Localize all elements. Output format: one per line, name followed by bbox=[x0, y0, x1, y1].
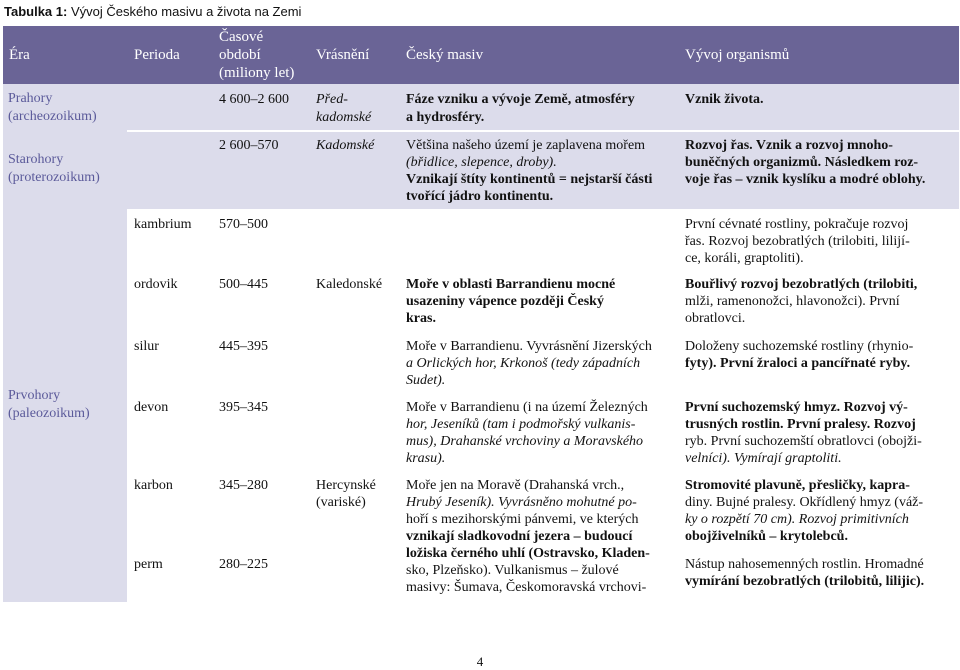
r2-massif-3: Vznikají štíty kontinentů = nejstarší části bbox=[406, 172, 653, 187]
header-massif: Český masiv bbox=[406, 47, 484, 63]
r8-time: 280–225 bbox=[219, 557, 268, 572]
header-era: Éra bbox=[9, 47, 30, 63]
era-prahory-1: Prahory bbox=[8, 91, 53, 106]
r6-life-2: trusných rostlin. První pralesy. Rozvoj bbox=[685, 417, 916, 432]
r4-life-3: obratlovci. bbox=[685, 311, 746, 326]
r5-massif-2: a Orlických hor, Krkonoš (tedy západních bbox=[406, 356, 641, 371]
era-starohory-2: (proterozoikum) bbox=[8, 170, 100, 185]
header-time-3: (miliony let) bbox=[219, 65, 295, 81]
r4-massif-1: Moře v oblasti Barrandienu mocné bbox=[406, 277, 616, 292]
r1-massif-1: Fáze vzniku a vývoje Země, atmosféry bbox=[406, 92, 635, 107]
r7-fold-2: (variské) bbox=[316, 495, 366, 510]
r1-life: Vznik života. bbox=[685, 92, 764, 107]
r6-massif-3: mus), Drahanské vrchoviny a Moravského bbox=[406, 434, 644, 449]
era-starohory-1: Starohory bbox=[8, 152, 64, 167]
header-life: Vývoj organismů bbox=[685, 47, 790, 63]
era-prahory-2: (archeozoikum) bbox=[8, 109, 97, 124]
header-folding: Vrásnění bbox=[316, 47, 370, 63]
r6-life-1: První suchozemský hmyz. Rozvoj vý- bbox=[685, 400, 908, 415]
r8-life-2: vymírání bezobratlých (trilobitů, lilijic). bbox=[685, 574, 925, 589]
page-number: 4 bbox=[476, 654, 484, 669]
r6-period: devon bbox=[134, 400, 169, 415]
r7-period: karbon bbox=[134, 478, 173, 493]
r6-massif-2: hor, Jeseníků (tam i podmořský vulkanis- bbox=[406, 417, 636, 432]
r2-massif-4: tvořící jádro kontinentu. bbox=[406, 189, 554, 204]
r2-fold: Kadomské bbox=[316, 138, 375, 153]
table-header bbox=[3, 26, 959, 84]
r6-massif-4: krasu). bbox=[406, 451, 446, 466]
r5-massif-1: Moře v Barrandienu. Vyvrásnění Jizerských bbox=[406, 339, 652, 354]
r1-time: 4 600–2 600 bbox=[219, 92, 289, 107]
r2-life-1: Rozvoj řas. Vznik a rozvoj mnoho- bbox=[685, 138, 893, 153]
r7-massif-7: masivy: Šumava, Českomoravská vrchovi- bbox=[406, 580, 647, 595]
geologic-table bbox=[3, 26, 959, 602]
r8-life-1: Nástup nahosemenných rostlin. Hromadné bbox=[685, 557, 924, 572]
r5-time: 445–395 bbox=[219, 339, 268, 354]
r1-fold-2: kadomské bbox=[316, 110, 372, 125]
r4-period: ordovik bbox=[134, 277, 178, 292]
r7-massif-5: ložiska černého uhlí (Ostravsko, Kladen- bbox=[406, 546, 650, 561]
r2-life-2: buněčných organizmů. Následkem roz- bbox=[685, 155, 919, 170]
row-separator bbox=[127, 130, 959, 132]
table-caption: Tabulka 1: Vývoj Českého masivu a života na Zemi bbox=[4, 4, 302, 19]
r3-time: 570–500 bbox=[219, 217, 268, 232]
r6-massif-1: Moře v Barrandienu (i na území Železných bbox=[406, 400, 648, 415]
r7-massif-3: hoří s mezihorskými pánvemi, ve kterých bbox=[406, 512, 639, 527]
r5-period: silur bbox=[134, 339, 159, 354]
header-period: Perioda bbox=[134, 47, 180, 63]
r8-period: perm bbox=[134, 557, 163, 572]
r4-massif-2: usazeniny vápence později Český bbox=[406, 294, 604, 309]
r5-life-1: Doloženy suchozemské rostliny (rhynio- bbox=[685, 339, 914, 354]
r7-life-2: diny. Bujné pralesy. Okřídlený hmyz (váž- bbox=[685, 495, 924, 510]
r4-fold: Kaledonské bbox=[316, 277, 383, 292]
r7-fold-1: Hercynské bbox=[316, 478, 376, 493]
r5-massif-3: Sudet). bbox=[406, 373, 446, 388]
r7-massif-4: vznikají sladkovodní jezera – budoucí bbox=[406, 529, 633, 544]
era-prvohory-2: (paleozoikum) bbox=[8, 406, 90, 421]
r7-life-1: Stromovité plavuně, přesličky, kapra- bbox=[685, 478, 910, 493]
r4-life-1: Bouřlivý rozvoj bezobratlých (trilobiti, bbox=[685, 277, 918, 292]
r3-life-2: řas. Rozvoj bezobratlých (trilobiti, lilijí- bbox=[685, 234, 910, 249]
era-prvohory-1: Prvohory bbox=[8, 388, 61, 403]
r6-life-4: velníci). Vymírají graptoliti. bbox=[685, 451, 842, 466]
r4-massif-3: kras. bbox=[406, 311, 436, 326]
r4-life-2: mlži, ramenonožci, hlavonožci). První bbox=[685, 294, 900, 309]
r2-life-3: voje řas – vznik kyslíku a modré oblohy. bbox=[685, 172, 926, 187]
header-time-2: období bbox=[219, 47, 261, 63]
r6-time: 395–345 bbox=[219, 400, 268, 415]
r7-life-4: obojživelníků – krytolebců. bbox=[685, 529, 848, 544]
r7-massif-1: Moře jen na Moravě (Drahanská vrch., bbox=[406, 478, 625, 493]
r7-time: 345–280 bbox=[219, 478, 268, 493]
r3-period: kambrium bbox=[134, 217, 192, 232]
r2-massif-2: (břidlice, slepence, droby). bbox=[406, 155, 557, 170]
r1-massif-2: a hydrosféry. bbox=[406, 110, 485, 125]
r7-massif-2: Hrubý Jeseník). Vyvrásněno mohutné po- bbox=[406, 495, 637, 510]
header-time-1: Časové bbox=[219, 29, 264, 45]
r1-fold-1: Před- bbox=[316, 92, 348, 107]
r6-life-3: ryb. První suchozemští obratlovci (obojži- bbox=[685, 434, 922, 449]
r2-time: 2 600–570 bbox=[219, 138, 279, 153]
r2-massif-1: Většina našeho území je zaplavena mořem bbox=[406, 138, 646, 153]
r7-life-3: ky o rozpětí 70 cm). Rozvoj primitivních bbox=[685, 512, 909, 527]
r3-life-3: ce, koráli, graptoliti). bbox=[685, 251, 804, 266]
r3-life-1: První cévnaté rostliny, pokračuje rozvoj bbox=[685, 217, 909, 232]
r5-life-2: fyty). První žraloci a pancířnaté ryby. bbox=[685, 356, 911, 371]
r4-time: 500–445 bbox=[219, 277, 268, 292]
r7-massif-6: sko, Plzeňsko). Vulkanismus – žulové bbox=[406, 563, 619, 578]
